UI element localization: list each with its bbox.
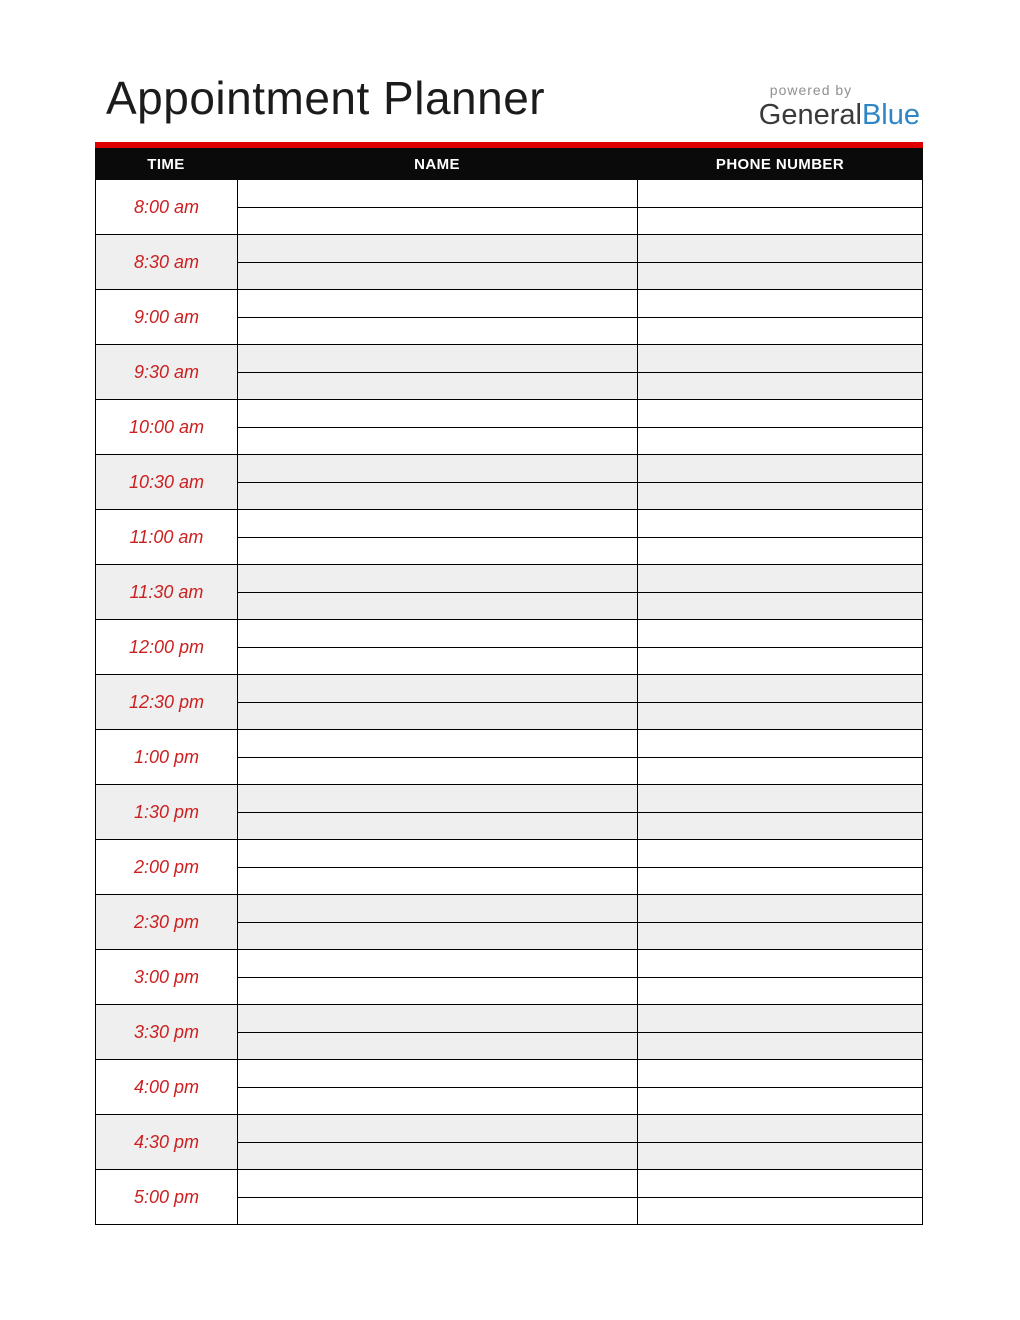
time-slot-row — [96, 950, 922, 1005]
phone-entry-line-2[interactable] — [638, 373, 922, 400]
phone-entry-cell[interactable] — [638, 1170, 922, 1224]
time-label: 3:00 pm — [133, 966, 200, 987]
phone-entry-line-2[interactable] — [638, 428, 922, 455]
time-slot-row — [96, 290, 922, 345]
name-entry-line-1[interactable] — [238, 510, 637, 538]
name-entry-cell[interactable] — [238, 950, 638, 1004]
name-entry-line-1[interactable] — [238, 565, 637, 593]
name-entry-line-2[interactable] — [238, 373, 637, 400]
appointment-table — [95, 142, 923, 1225]
time-slot-row — [96, 510, 922, 565]
time-cell — [96, 840, 238, 894]
phone-entry-line-1[interactable] — [638, 180, 922, 208]
phone-entry-line-1[interactable] — [638, 345, 922, 373]
time-cell — [96, 1060, 238, 1114]
time-label: 11:30 am — [129, 581, 204, 602]
time-cell — [96, 235, 238, 289]
time-cell — [96, 785, 238, 839]
phone-entry-line-1[interactable] — [638, 1005, 922, 1033]
phone-entry-line-1[interactable] — [638, 400, 922, 428]
time-label: 9:30 am — [133, 361, 200, 382]
phone-entry-line-2[interactable] — [638, 483, 922, 510]
column-header-time: TIME — [147, 155, 185, 173]
phone-entry-line-1[interactable] — [638, 785, 922, 813]
phone-entry-line-2[interactable] — [638, 868, 922, 895]
name-entry-line-1[interactable] — [238, 730, 637, 758]
name-entry-cell[interactable] — [238, 455, 638, 509]
name-entry-cell[interactable] — [238, 675, 638, 729]
phone-entry-cell[interactable] — [638, 180, 922, 234]
time-slot-row — [96, 895, 922, 950]
phone-entry-line-1[interactable] — [638, 290, 922, 318]
time-cell — [96, 565, 238, 619]
brand-name — [759, 98, 920, 132]
name-entry-line-2[interactable] — [238, 1143, 637, 1170]
name-entry-line-2[interactable] — [238, 813, 637, 840]
phone-entry-line-1[interactable] — [638, 455, 922, 483]
name-entry-line-2[interactable] — [238, 1198, 637, 1225]
time-cell — [96, 455, 238, 509]
name-entry-line-1[interactable] — [238, 620, 637, 648]
time-slot-row — [96, 730, 922, 785]
table-header-row — [95, 148, 923, 180]
name-entry-cell[interactable] — [238, 1005, 638, 1059]
phone-entry-cell[interactable] — [638, 785, 922, 839]
name-entry-cell[interactable] — [238, 730, 638, 784]
name-entry-line-1[interactable] — [238, 1170, 637, 1198]
name-entry-line-1[interactable] — [238, 840, 637, 868]
time-cell — [96, 950, 238, 1004]
name-entry-line-2[interactable] — [238, 1033, 637, 1060]
time-slot-row — [96, 840, 922, 895]
phone-entry-line-1[interactable] — [638, 235, 922, 263]
time-slot-row — [96, 785, 922, 840]
time-slot-row — [96, 1170, 922, 1225]
time-cell — [96, 400, 238, 454]
phone-entry-cell[interactable] — [638, 895, 922, 949]
phone-entry-cell[interactable] — [638, 290, 922, 344]
time-cell — [96, 510, 238, 564]
phone-entry-line-2[interactable] — [638, 1143, 922, 1170]
name-entry-cell[interactable] — [238, 785, 638, 839]
time-label: 10:30 am — [128, 471, 205, 492]
brand-name-general: General — [758, 99, 862, 131]
phone-entry-line-2[interactable] — [638, 263, 922, 290]
time-cell — [96, 1115, 238, 1169]
name-entry-line-2[interactable] — [238, 758, 637, 785]
phone-entry-cell[interactable] — [638, 400, 922, 454]
name-entry-line-1[interactable] — [238, 895, 637, 923]
name-entry-line-2[interactable] — [238, 703, 637, 730]
name-entry-line-1[interactable] — [238, 180, 637, 208]
name-entry-line-1[interactable] — [238, 400, 637, 428]
phone-entry-cell[interactable] — [638, 1060, 922, 1114]
column-header-phone-number: PHONE NUMBER — [715, 155, 845, 173]
time-slot-row — [96, 345, 922, 400]
time-label: 3:30 pm — [133, 1021, 200, 1042]
name-entry-cell[interactable] — [238, 290, 638, 344]
name-entry-cell[interactable] — [238, 510, 638, 564]
time-slot-row — [96, 565, 922, 620]
name-entry-line-1[interactable] — [238, 345, 637, 373]
phone-entry-line-1[interactable] — [638, 510, 922, 538]
name-entry-line-1[interactable] — [238, 235, 637, 263]
time-cell — [96, 1170, 238, 1224]
phone-entry-line-2[interactable] — [638, 1033, 922, 1060]
name-entry-cell[interactable] — [238, 180, 638, 234]
phone-entry-line-1[interactable] — [638, 840, 922, 868]
time-cell — [96, 620, 238, 674]
phone-entry-line-1[interactable] — [638, 620, 922, 648]
phone-entry-line-1[interactable] — [638, 675, 922, 703]
name-entry-line-2[interactable] — [238, 648, 637, 675]
phone-entry-line-2[interactable] — [638, 648, 922, 675]
time-slot-row — [96, 235, 922, 290]
brand-name-blue: Blue — [861, 99, 920, 131]
phone-entry-cell[interactable] — [638, 620, 922, 674]
time-label: 4:30 pm — [133, 1131, 200, 1152]
phone-entry-line-2[interactable] — [638, 703, 922, 730]
phone-entry-cell[interactable] — [638, 1115, 922, 1169]
planner-body — [95, 180, 923, 1225]
phone-entry-line-1[interactable] — [638, 1170, 922, 1198]
brand-logo — [759, 82, 920, 132]
time-cell — [96, 730, 238, 784]
name-entry-cell[interactable] — [238, 565, 638, 619]
name-entry-line-2[interactable] — [238, 483, 637, 510]
phone-entry-line-1[interactable] — [638, 1060, 922, 1088]
phone-entry-line-2[interactable] — [638, 978, 922, 1005]
page-title: Appointment Planner — [106, 72, 546, 124]
time-cell — [96, 675, 238, 729]
phone-entry-line-2[interactable] — [638, 318, 922, 345]
phone-entry-line-2[interactable] — [638, 758, 922, 785]
name-entry-line-2[interactable] — [238, 538, 637, 565]
time-cell — [96, 345, 238, 399]
time-cell — [96, 290, 238, 344]
time-slot-row — [96, 620, 922, 675]
phone-entry-cell[interactable] — [638, 345, 922, 399]
phone-entry-cell[interactable] — [638, 235, 922, 289]
time-label: 12:30 pm — [128, 691, 205, 712]
phone-entry-cell[interactable] — [638, 675, 922, 729]
phone-entry-line-2[interactable] — [638, 1088, 922, 1115]
name-entry-cell[interactable] — [238, 1060, 638, 1114]
time-label: 10:00 am — [128, 416, 205, 437]
name-entry-cell[interactable] — [238, 400, 638, 454]
name-entry-line-1[interactable] — [238, 1115, 637, 1143]
time-slot-row — [96, 455, 922, 510]
phone-entry-line-1[interactable] — [638, 565, 922, 593]
name-entry-cell[interactable] — [238, 345, 638, 399]
name-entry-cell[interactable] — [238, 1115, 638, 1169]
name-entry-line-2[interactable] — [238, 318, 637, 345]
name-entry-line-1[interactable] — [238, 290, 637, 318]
time-label: 9:00 am — [133, 306, 200, 327]
name-entry-line-1[interactable] — [238, 1060, 637, 1088]
phone-entry-line-1[interactable] — [638, 1115, 922, 1143]
name-entry-line-1[interactable] — [238, 675, 637, 703]
name-entry-cell[interactable] — [238, 235, 638, 289]
phone-entry-line-2[interactable] — [638, 593, 922, 620]
time-label: 8:30 am — [133, 251, 200, 272]
time-slot-row — [96, 675, 922, 730]
name-entry-line-2[interactable] — [238, 208, 637, 235]
phone-entry-line-2[interactable] — [638, 813, 922, 840]
time-cell — [96, 895, 238, 949]
name-entry-cell[interactable] — [238, 1170, 638, 1224]
name-entry-line-2[interactable] — [238, 263, 637, 290]
time-slot-row — [96, 1115, 922, 1170]
name-entry-line-1[interactable] — [238, 785, 637, 813]
name-entry-cell[interactable] — [238, 620, 638, 674]
phone-entry-line-1[interactable] — [638, 895, 922, 923]
name-entry-line-1[interactable] — [238, 1005, 637, 1033]
time-cell — [96, 1005, 238, 1059]
time-slot-row — [96, 400, 922, 455]
time-slot-row — [96, 1060, 922, 1115]
phone-entry-line-1[interactable] — [638, 950, 922, 978]
time-label: 8:00 am — [133, 196, 200, 217]
time-slot-row — [96, 1005, 922, 1060]
phone-entry-line-2[interactable] — [638, 208, 922, 235]
name-entry-cell[interactable] — [238, 895, 638, 949]
phone-entry-line-2[interactable] — [638, 923, 922, 950]
time-label: 2:00 pm — [133, 856, 200, 877]
name-entry-line-2[interactable] — [238, 1088, 637, 1115]
time-label: 4:00 pm — [133, 1076, 200, 1097]
name-entry-line-1[interactable] — [238, 455, 637, 483]
name-entry-cell[interactable] — [238, 840, 638, 894]
time-label: 1:30 pm — [133, 801, 200, 822]
phone-entry-cell[interactable] — [638, 730, 922, 784]
phone-entry-cell[interactable] — [638, 950, 922, 1004]
time-label: 12:00 pm — [128, 636, 205, 657]
phone-entry-line-2[interactable] — [638, 1198, 922, 1225]
name-entry-line-2[interactable] — [238, 593, 637, 620]
name-entry-line-2[interactable] — [238, 428, 637, 455]
time-cell — [96, 180, 238, 234]
phone-entry-cell[interactable] — [638, 455, 922, 509]
column-header-name: NAME — [414, 155, 460, 173]
time-label: 5:00 pm — [133, 1186, 200, 1207]
time-label: 11:00 am — [129, 526, 204, 547]
phone-entry-line-1[interactable] — [638, 730, 922, 758]
phone-entry-cell[interactable] — [638, 510, 922, 564]
name-entry-line-1[interactable] — [238, 950, 637, 978]
phone-entry-line-2[interactable] — [638, 538, 922, 565]
powered-by-label: powered by — [769, 82, 853, 98]
name-entry-line-2[interactable] — [238, 868, 637, 895]
name-entry-line-2[interactable] — [238, 923, 637, 950]
time-label: 2:30 pm — [133, 911, 200, 932]
time-label: 1:00 pm — [133, 746, 200, 767]
name-entry-line-2[interactable] — [238, 978, 637, 1005]
phone-entry-cell[interactable] — [638, 565, 922, 619]
phone-entry-cell[interactable] — [638, 1005, 922, 1059]
phone-entry-cell[interactable] — [638, 840, 922, 894]
time-slot-row — [96, 180, 922, 235]
